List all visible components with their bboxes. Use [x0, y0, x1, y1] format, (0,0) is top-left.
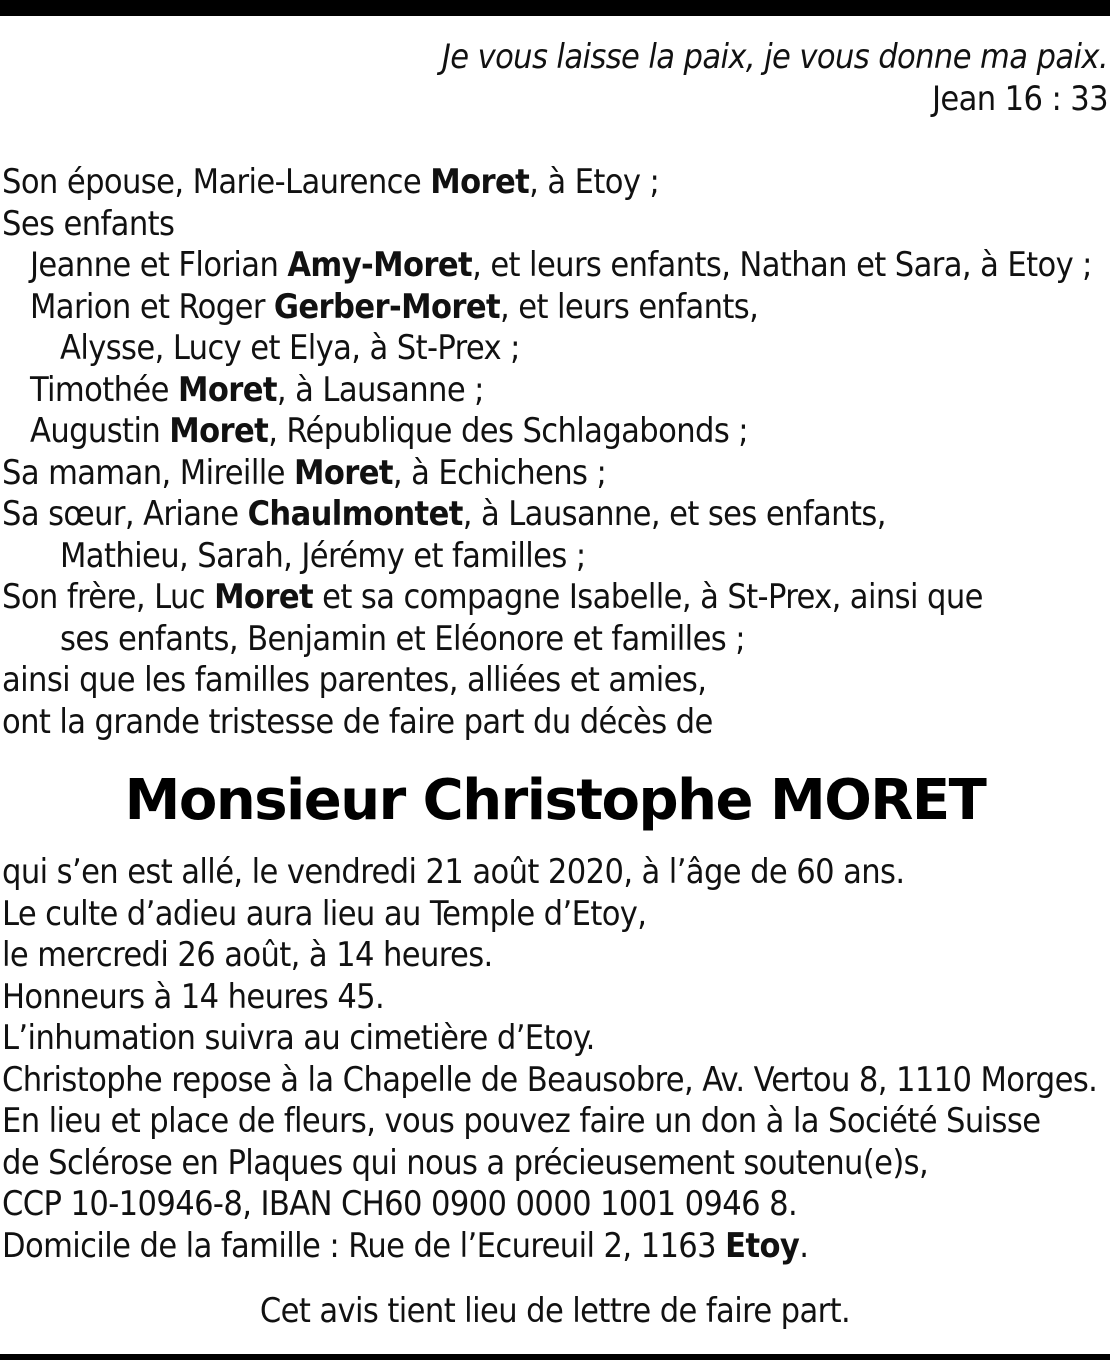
family-text: Sa maman, Mireille: [2, 452, 294, 493]
family-text: , et leurs enfants, Nathan et Sara, à Etoy ;: [472, 245, 1092, 285]
family-line: [2, 245, 1108, 287]
bottom-border-rule: [0, 1354, 1110, 1360]
family-text: , et leurs enfants,: [500, 286, 759, 327]
family-text: , à Echichens ;: [392, 452, 607, 493]
family-surname: Moret: [293, 452, 393, 493]
family-surname: Gerber-Moret: [273, 286, 501, 327]
family-surname: Moret: [177, 369, 277, 410]
family-line: [2, 660, 1108, 702]
family-line: [2, 702, 1108, 744]
family-line: [2, 411, 1108, 453]
family-text: Alysse, Lucy et Elya, à St-Prex ;: [60, 328, 520, 368]
family-line: [2, 287, 1108, 329]
family-line: [2, 162, 1108, 204]
family-surname: Moret: [214, 577, 314, 617]
family-text: , à Lausanne ;: [276, 369, 484, 410]
family-text: ses enfants, Benjamin et Eléonore et familles ;: [60, 618, 745, 659]
family-line: [2, 619, 1108, 661]
deceased-name: Monsieur Christophe MORET: [124, 768, 986, 833]
family-text: Jeanne et Florian: [30, 245, 288, 285]
family-list: [2, 162, 1108, 743]
family-line: [2, 577, 1108, 619]
family-line: [2, 370, 1108, 412]
domicile-text: .: [799, 1225, 809, 1266]
family-line: [2, 494, 1108, 536]
family-text: Marion et Roger: [30, 286, 274, 327]
family-text: Augustin: [30, 411, 170, 451]
closing-note: Cet avis tient lieu de lettre de faire part.: [259, 1291, 851, 1331]
detail-line: Christophe repose à la Chapelle de Beausobre, Av. Vertou 8, 1110 Morges.: [2, 1059, 1098, 1100]
family-line: [2, 328, 1108, 370]
family-text: , à Etoy ;: [529, 162, 660, 202]
domicile-line: [2, 1226, 1108, 1268]
detail-line: le mercredi 26 août, à 14 heures.: [2, 935, 493, 975]
top-border-rule: [0, 0, 1110, 16]
family-surname: Amy-Moret: [287, 245, 473, 285]
family-text: Timothée: [30, 369, 178, 410]
detail-line: CCP 10-10946-8, IBAN CH60 0900 0000 1001 0946 8.: [2, 1184, 798, 1224]
domicile-text: Domicile de la famille : Rue de l’Ecureuil 2, 1163: [2, 1225, 726, 1266]
detail-line: de Sclérose en Plaques qui nous a précieusement soutenu(e)s,: [2, 1142, 929, 1183]
detail-line: qui s’en est allé, le vendredi 21 août 2020, à l’âge de 60 ans.: [2, 852, 905, 892]
family-text: Son épouse, Marie-Laurence: [2, 162, 431, 202]
detail-line: Le culte d’adieu aura lieu au Temple d’Etoy,: [2, 893, 647, 934]
family-text: , République des Schlagabonds ;: [268, 411, 748, 451]
family-text: ainsi que les familles parentes, alliées et amies,: [2, 660, 707, 700]
family-line: [2, 453, 1108, 495]
epigraph-reference: Jean 16 : 33: [931, 79, 1108, 119]
family-surname: Chaulmontet: [247, 494, 463, 534]
family-text: et sa compagne Isabelle, à St-Prex, ainsi que: [313, 577, 983, 617]
funeral-details: [2, 852, 1108, 1267]
epigraph: [442, 36, 1108, 120]
family-text: , à Lausanne, et ses enfants,: [462, 494, 886, 534]
epigraph-quote: Je vous laisse la paix, je vous donne ma paix.: [441, 37, 1108, 77]
family-surname: Moret: [169, 411, 269, 451]
family-text: Sa sœur, Ariane: [2, 494, 248, 534]
family-line: [2, 536, 1108, 578]
family-text: Mathieu, Sarah, Jérémy et familles ;: [60, 535, 586, 576]
detail-line: Honneurs à 14 heures 45.: [2, 976, 385, 1017]
family-text: Ses enfants: [2, 203, 175, 244]
family-surname: Moret: [430, 162, 530, 202]
family-text: ont la grande tristesse de faire part du décès de: [2, 701, 713, 742]
detail-line: L’inhumation suivra au cimetière d’Etoy.: [2, 1018, 595, 1058]
family-line: [2, 204, 1108, 246]
domicile-town: Etoy: [725, 1225, 800, 1266]
family-text: Son frère, Luc: [2, 577, 215, 617]
detail-line: En lieu et place de fleurs, vous pouvez faire un don à la Société Suisse: [2, 1101, 1041, 1141]
